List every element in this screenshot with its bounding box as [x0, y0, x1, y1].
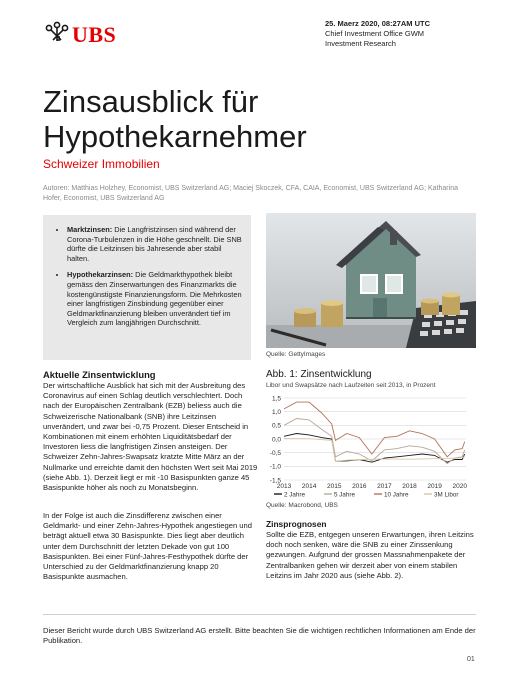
y-tick-label: -1,5 [269, 477, 281, 485]
disclaimer-note: Dieser Bericht wurde durch UBS Switzerland AG erstellt. Bitte beachten Sie die wichtigen rechtlichen Informationen am Ende der Publikation. [43, 626, 476, 646]
chart-source: Quelle: Macrobond, UBS [266, 502, 338, 509]
publication-date: 25. Maerz 2020, 08:27AM UTC [325, 19, 431, 28]
house-coins-photo [266, 213, 476, 348]
summary-item-head: Marktzinsen: [67, 225, 113, 234]
chart-title: Abb. 1: Zinsentwicklung [266, 369, 372, 380]
series-line [284, 439, 465, 461]
ubs-keys-logo-icon [44, 21, 70, 48]
chart-subtitle: Libor und Swapsätze nach Laufzeiten seit 2013, in Prozent [266, 382, 436, 389]
x-tick-label: 2020 [452, 483, 467, 490]
section-paragraph: In der Folge ist auch die Zinsdifferenz zwischen einer Geldmarkt- und einer Zehn-Jahres-Hypothek angestiegen und beträgt aktuell etwa 30 Basispunkte. Dies liegt aber deutlich unter dem Durchschnitt der letzten Dekade von gut 100 Basispunkten. Bei einer Fünf-Jahres-Festhypothek dürfte der Unterschied zu der Geldmarktfinanzierung knapp 20 Basispunkte ausmachen. [43, 511, 252, 582]
x-tick-label: 2015 [326, 483, 342, 490]
authors-line: Autoren: Matthias Holzhey, Economist, UBS Switzerland AG; Maciej Skoczek, CFA, CAIA, Economist, UBS Switzerland AG; Katharina Hofer, Economist, UBS Switzerland AG [43, 185, 458, 202]
x-tick-label: 2018 [402, 483, 417, 490]
summary-item-text: Die Langfristzinsen sind während der Corona-Turbulenzen in die Höhe geschnellt. Die SNB dürfte die Leitzinsen bis Jahresende aber stabil halten. [67, 225, 242, 263]
y-tick-label: 0,0 [271, 436, 281, 444]
summary-item [67, 225, 243, 263]
header-meta [325, 19, 430, 49]
summary-list [43, 215, 251, 328]
page-title: Zinsausblick für Hypothekarnehmer [43, 84, 307, 154]
summary-box [43, 215, 251, 360]
y-tick-label: 1,0 [271, 409, 281, 417]
section-heading: Zinsprognosen [266, 519, 327, 529]
series-line [284, 402, 465, 457]
x-tick-label: 2013 [276, 483, 292, 490]
calculator-icon [406, 301, 476, 348]
legend-label: 10 Jahre [384, 491, 409, 499]
x-tick-label: 2019 [427, 483, 442, 490]
series-line [284, 434, 465, 463]
x-tick-label: 2014 [301, 483, 317, 490]
x-tick-label: 2016 [352, 483, 367, 490]
section-paragraph: Sollte die EZB, entgegen unseren Erwartungen, ihren Leitzins doch noch senken, wäre die SNB zu einer Zinssenkung gezwungen. Aufgrund der grossen Massnahmenpakete der Zentralbanken gehen wir derzeit aber von einem stabilen Leitzins im Jahr 2020 aus (siehe Abb. 2). [266, 530, 474, 580]
section-heading: Aktuelle Zinsentwicklung [43, 369, 156, 380]
summary-item-text: Die Geldmarkthypothek bleibt gemäss den Zinserwartungen des Finanzmarkts die kostengünstigste Finanzierungsform. Die Mehrkosten einer langfristigen Zinsbindung gegenüber einer Geldmarktfinanzierung bleiben unverändert tief im Vergleich zum langjährigen Durchschnitt. [67, 270, 242, 328]
x-tick-label: 2017 [377, 483, 392, 490]
page-subtitle: Schweizer Immobilien [43, 157, 160, 171]
photo-caption: Quelle: GettyImages [266, 351, 326, 358]
office-name: Chief Investment Office GWM [325, 29, 425, 38]
y-tick-label: -1,0 [269, 463, 281, 471]
y-tick-label: 1,5 [271, 395, 281, 403]
y-tick-label: -0,5 [269, 450, 281, 458]
department-name: Investment Research [325, 39, 396, 48]
legend-label: 5 Jahre [334, 491, 356, 499]
footer-divider [43, 614, 476, 615]
chart-svg [262, 390, 472, 500]
legend-label: 3M Libor [434, 491, 459, 499]
summary-item-head: Hypothekarzinsen: [67, 270, 134, 280]
summary-item [67, 270, 243, 328]
interest-rate-chart [262, 390, 472, 505]
page-number: 01 [467, 656, 475, 663]
ubs-logo-text: UBS [72, 22, 117, 47]
y-tick-label: 0,5 [271, 422, 281, 430]
legend-label: 2 Jahre [284, 491, 306, 499]
section-paragraph: Der wirtschaftliche Ausblick hat sich mit der Ausbreitung des Coronavirus auf einen Schlag deutlich verschlechtert. Doch nach der Europäischen Zentralbank (EZB) beliess auch die Schweizerische Nationalbank (SNB) ihre Leitzinsen unverändert, und zwar bei -0,75 Prozent. Dieser Entscheid in Kombinationen mit einem erhöhten Liquiditätsbedarf der Investoren liess die langfristigen Zinsen ansteigen. Der Schweizer Zehn-Jahres-Swapsatz kratzte Mitte März an der Nullmarke und erreichte damit den höchsten Wert seit Mai 2019 (siehe Abb. 1). Derzeit liegt er mit -10 Basispunkten ganze 45 Basispunkte höher als noch zu Monatsbeginn. [43, 381, 258, 493]
